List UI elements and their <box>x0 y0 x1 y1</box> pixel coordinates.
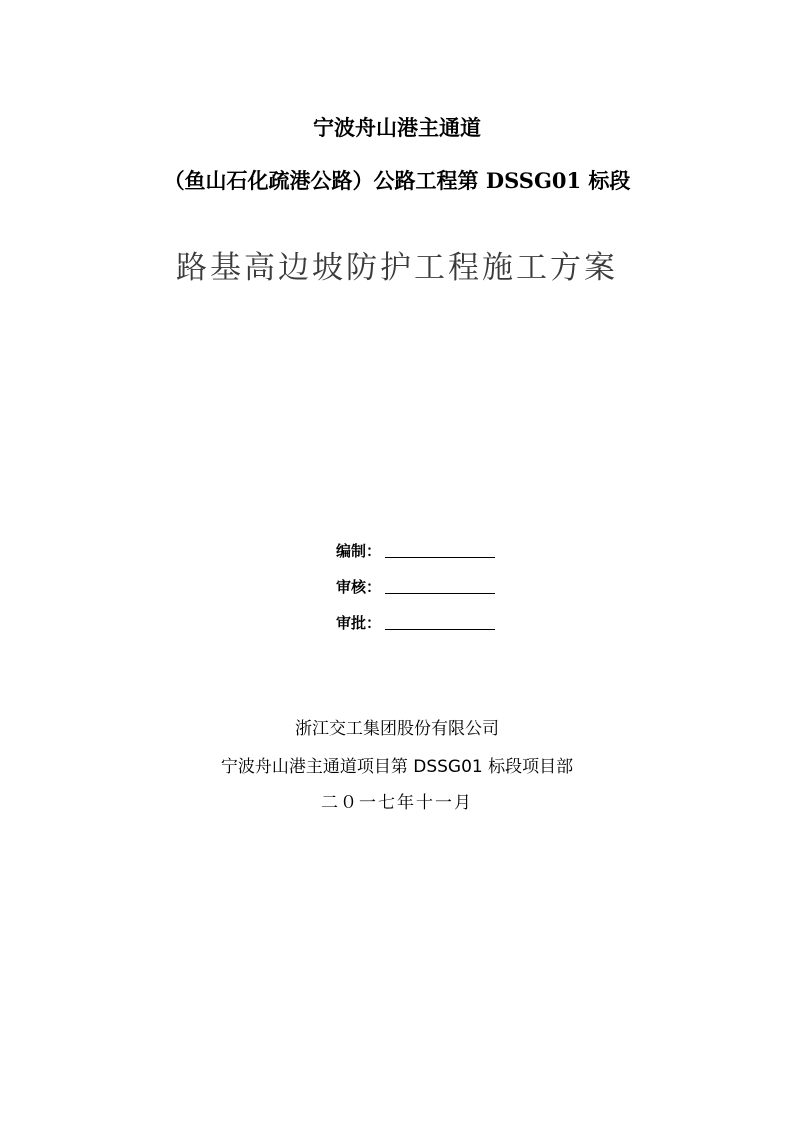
approved-by-label: 审批： <box>336 614 382 632</box>
approved-by-field <box>336 611 495 633</box>
compiled-by-field <box>336 539 495 561</box>
company-name: 浙江交工集团股份有限公司 <box>295 719 499 739</box>
project-department: 宁波舟山港主通道项目第 DSSG01 标段项目部 <box>220 757 574 777</box>
reviewed-by-field <box>336 575 495 597</box>
reviewed-by-label: 审核： <box>336 578 382 596</box>
document-date: 二０一七年十一月 <box>321 793 473 813</box>
compiled-by-blank <box>385 557 495 558</box>
compiled-by-label: 编制： <box>336 542 382 560</box>
reviewed-by-blank <box>385 593 495 594</box>
project-section: （鱼山石化疏港公路）公路工程第 DSSG01 标段 <box>163 168 631 193</box>
document-title: 路基高边坡防护工程施工方案 <box>176 250 618 286</box>
project-name: 宁波舟山港主通道 <box>313 115 481 140</box>
approved-by-blank <box>385 629 495 630</box>
